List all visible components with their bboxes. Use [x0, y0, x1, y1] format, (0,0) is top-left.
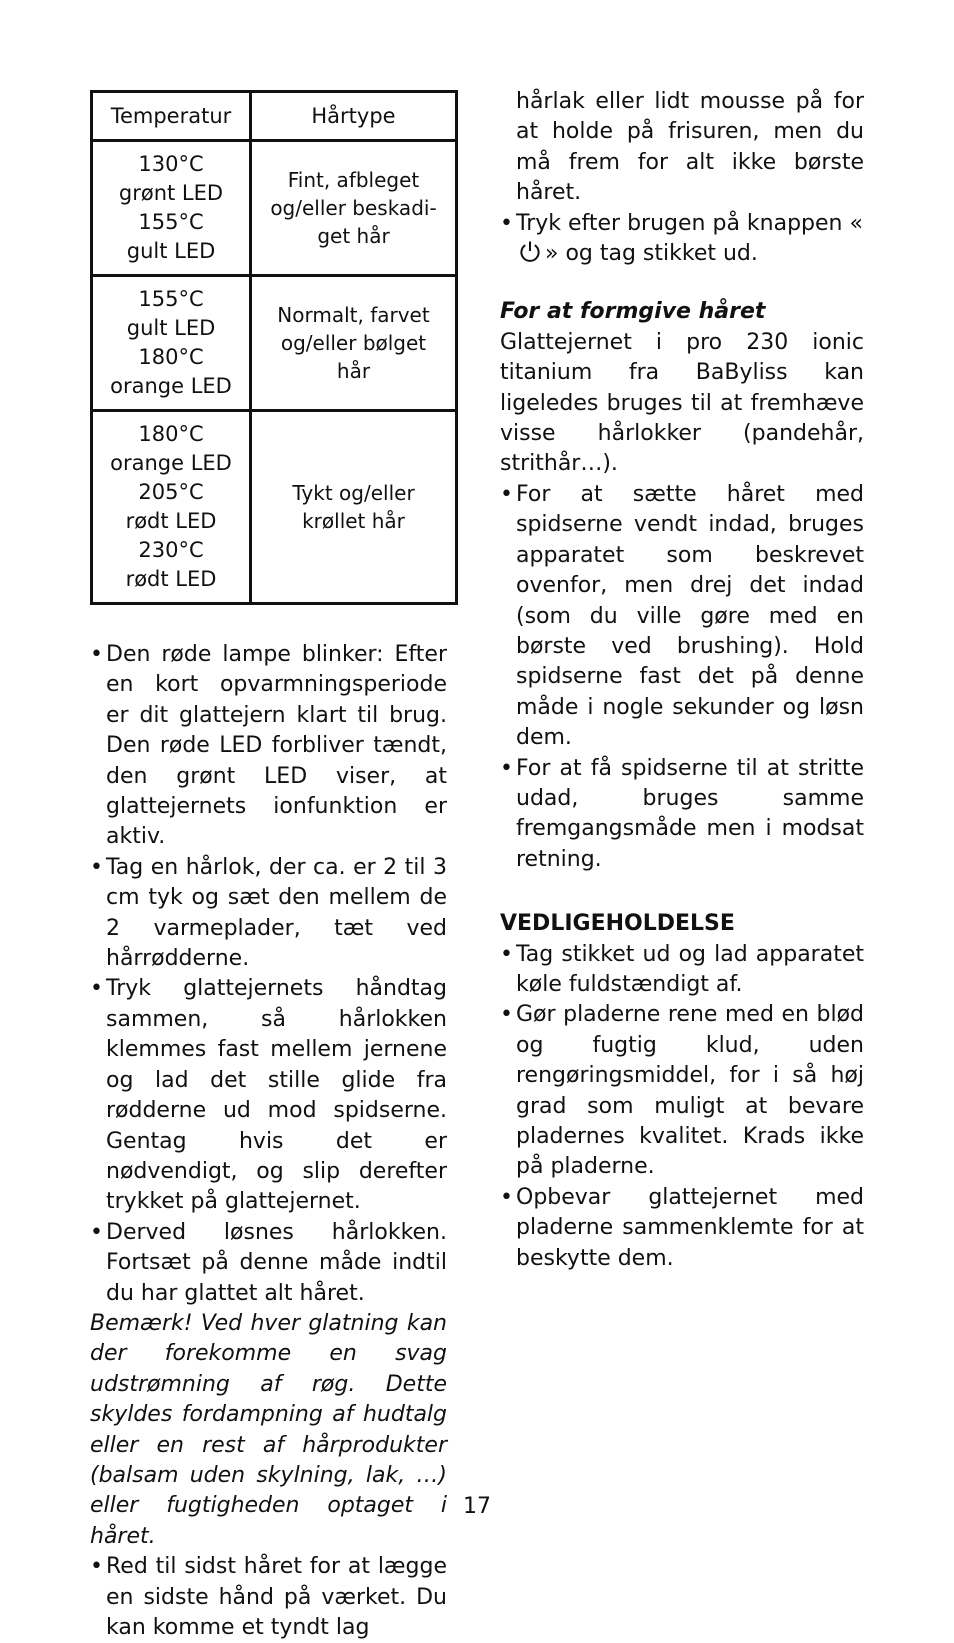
hair-type-line: get hår: [317, 224, 390, 248]
led-label: grønt LED: [118, 181, 224, 205]
hair-type-cell: [251, 141, 457, 276]
hair-type-cell: [251, 411, 457, 604]
list-item: • Tryk glattejernets håndtag sammen, så hårlokken klemmes fast mellem jernene og lad det stille glide fra rødderne ud mod spidserne. Gentag hvis det er nødvendigt, og slip derefter trykket på glattejernet.: [90, 974, 447, 1217]
header-temperature: Temperatur: [92, 92, 251, 141]
temperature-cell: [92, 141, 251, 276]
left-column: [90, 640, 447, 1643]
note-paragraph: Bemærk! Ved hver glatning kan der forekomme en svag udstrømning af røg. Dette skyldes fordampning af hudtalg eller en rest af hårprodukter (balsam uden skylning, lak, …) eller fugtigheden optaget i håret.: [90, 1310, 447, 1549]
hair-type-line: hår: [336, 359, 371, 383]
hair-type-line: og/eller bølget: [280, 331, 427, 355]
section-heading-styling: For at formgive håret: [500, 299, 766, 325]
continuation-paragraph: hårlak eller lidt mousse på for at holde på frisuren, men du må frem for alt ikke børste håret.: [516, 89, 864, 206]
temperature-table: [90, 90, 458, 605]
hair-type-line: Tykt og/eller: [292, 481, 415, 505]
power-instruction-text: Tryk efter brugen på knappen «: [516, 210, 863, 236]
styling-steps-list: [500, 480, 864, 875]
list-item: • Opbevar glattejernet med pladerne sammenklemte for at beskytte dem.: [500, 1183, 864, 1274]
temperature-value: 130°C: [138, 152, 204, 176]
list-item: • Tag stikket ud og lad apparatet køle fuldstændigt af.: [500, 940, 864, 1001]
led-label: rødt LED: [125, 509, 217, 533]
led-label: gult LED: [126, 316, 216, 340]
temperature-value: 180°C: [138, 345, 204, 369]
table-row: [92, 276, 457, 411]
list-item: • For at få spidserne til at stritte udad, bruges samme fremgangsmåde men i modsat retning.: [500, 754, 864, 876]
power-instruction-suffix: » og tag stikket ud.: [545, 241, 758, 267]
power-icon: [518, 240, 542, 264]
table-row: [92, 411, 457, 604]
power-off-list: [500, 209, 864, 270]
list-item: • Gør pladerne rene med en blød og fugtig klud, uden rengøringsmiddel, for i så høj grad som muligt at bevare pladernes kvalitet. Krads ikke på pladerne.: [500, 1000, 864, 1182]
temperature-value: 155°C: [138, 287, 204, 311]
led-label: gult LED: [126, 239, 216, 263]
hair-type-cell: [251, 276, 457, 411]
temperature-cell: [92, 411, 251, 604]
hair-type-line: Fint, afbleget: [287, 168, 420, 192]
temperature-cell: [92, 276, 251, 411]
right-column: [500, 87, 864, 1274]
list-item: • Den røde lampe blinker: Efter en kort opvarmningsperiode er dit glattejern klart til brug. Den røde LED forbliver tændt, den grønt LED viser, at glattejernets ionfunktion er aktiv.: [90, 640, 447, 853]
final-step-list: [90, 1552, 447, 1643]
usage-steps-list: [90, 640, 447, 1309]
maintenance-list: [500, 940, 864, 1274]
temperature-value: 155°C: [138, 210, 204, 234]
list-item: • Tag en hårlok, der ca. er 2 til 3 cm tyk og sæt den mellem de 2 varmeplader, tæt ved hårrødderne.: [90, 853, 447, 975]
hair-type-line: Normalt, farvet: [277, 303, 430, 327]
led-label: orange LED: [110, 374, 232, 398]
list-item: • Derved løsnes hårlokken. Fortsæt på denne måde indtil du har glattet alt håret.: [90, 1218, 447, 1309]
styling-paragraph: Glattejernet i pro 230 ionic titanium fra BaByliss kan ligeledes bruges til at fremhæve visse hårlokker (pandehår, strithår…).: [500, 329, 864, 477]
table-row: [92, 141, 457, 276]
temperature-value: 205°C: [138, 480, 204, 504]
list-item: • For at sætte håret med spidserne vendt indad, bruges apparatet som beskrevet ovenfor, men drej det indad (som du ville gøre med en børste ved brushing). Hold spidserne fast det på denne måde i nogle sekunder og løsn dem.: [500, 480, 864, 754]
header-hair-type: Hårtype: [251, 92, 457, 141]
led-label: orange LED: [110, 451, 232, 475]
section-heading-maintenance: VEDLIGEHOLDELSE: [500, 911, 735, 937]
hair-type-line: krøllet hår: [302, 509, 405, 533]
temperature-value: 230°C: [138, 538, 204, 562]
hair-type-line: og/eller beskadi-: [270, 196, 437, 220]
page-number: 17: [463, 1494, 491, 1519]
list-item: • Red til sidst håret for at lægge en sidste hånd på værket. Du kan komme et tyndt lag: [90, 1552, 447, 1643]
temperature-value: 180°C: [138, 422, 204, 446]
list-item: [500, 209, 864, 270]
led-label: rødt LED: [125, 567, 217, 591]
